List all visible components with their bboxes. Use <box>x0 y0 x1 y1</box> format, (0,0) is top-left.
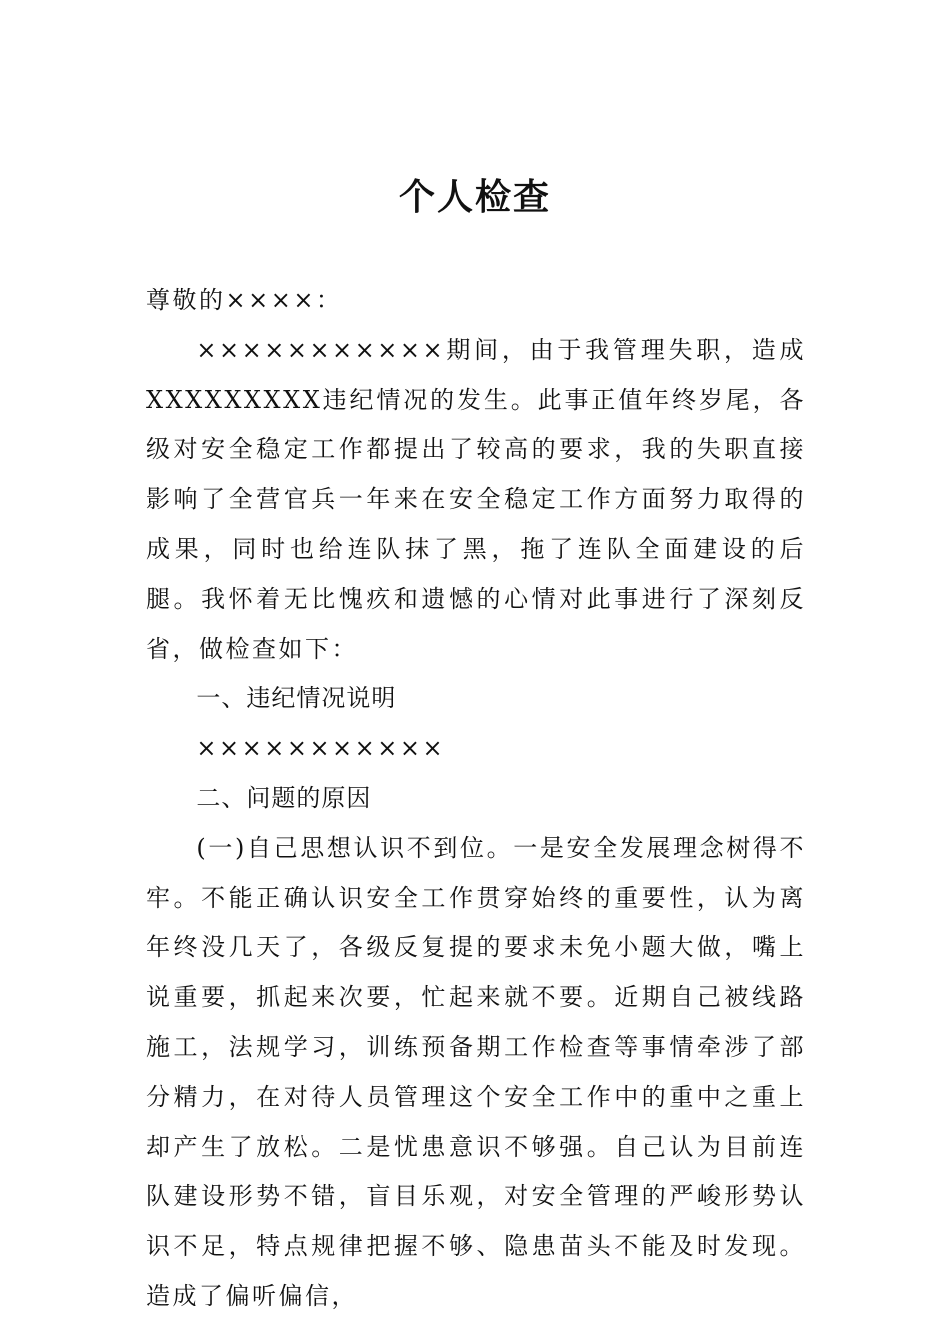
section-heading-violation: 一、违纪情况说明 <box>196 684 397 713</box>
section-content-violation: ××××××××××× <box>196 734 446 763</box>
salutation: 尊敬的××××： <box>146 286 343 314</box>
paragraph-intro: ×××××××××××期间，由于我管理失职，造成XXXXXXXXX违纪情况的发生。此事正值年终岁尾，各级对安全稳定工作都提出了较高的要求，我的失职直接影响了全营官兵一年来在安全稳定工作方面努力取得的成果，同时也给连队抹了黑，拖了连队全面建设的后腿。我怀着无比愧疚和遗憾的心情对此事进行了深刻反省，做检查如下： <box>146 335 806 663</box>
document-body <box>146 276 806 1322</box>
document-title: 个人检查 <box>398 177 551 218</box>
section-heading-causes: 二、问题的原因 <box>196 783 372 812</box>
paragraph-causes: (一)自己思想认识不到位。一是安全发展理念树得不牢。不能正确认识安全工作贯穿始终的重要性，认为离年终没几天了，各级反复提的要求未免小题大做，嘴上说重要，抓起来次要，忙起来就不要。近期自己被线路施工，法规学习，训练预备期工作检查等事情牵涉了部分精力，在对待人员管理这个安全工作中的重中之重上却产生了放松。二是忧患意识不够强。自己认为目前连队建设形势不错，盲目乐观，对安全管理的严峻形势认识不足，特点规律把握不够、隐患苗头不能及时发现。造成了偏听偏信， <box>146 833 806 1310</box>
